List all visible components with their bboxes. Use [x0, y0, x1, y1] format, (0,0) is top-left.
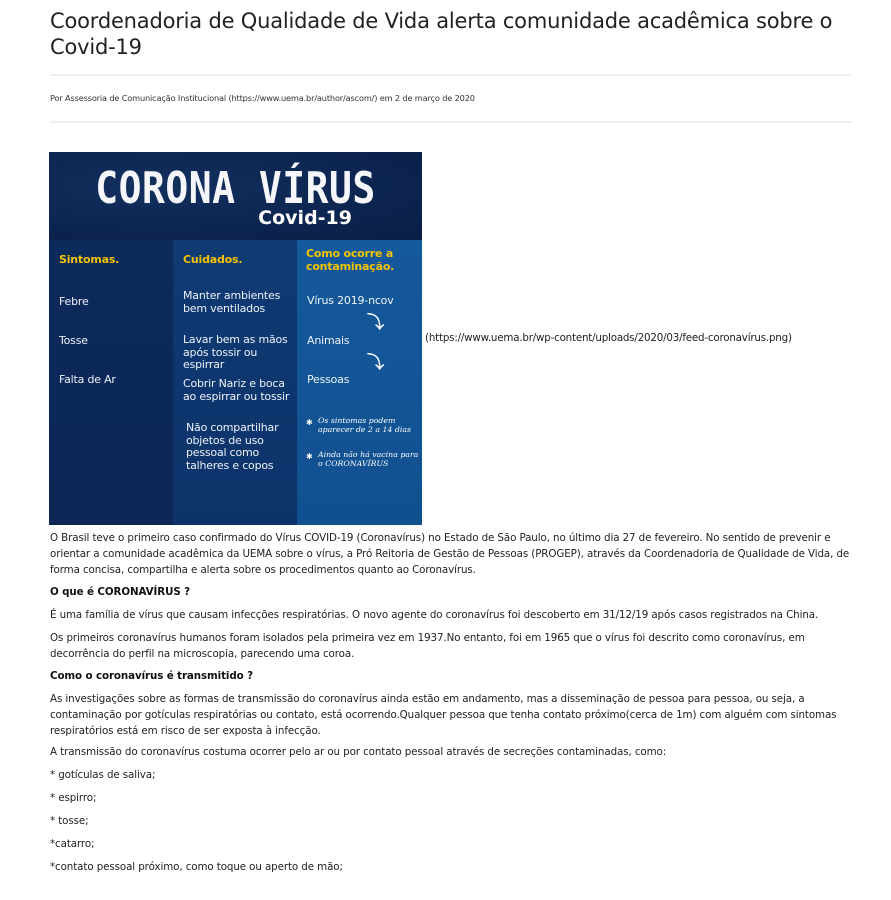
section-heading-what-is: O que é CORONAVÍRUS ?: [50, 586, 191, 598]
care-item: Lavar bem as mãos após tossir ou espirrar: [183, 333, 288, 371]
asterisk-bullet-icon: ✱: [306, 452, 313, 461]
list-item: *catarro;: [50, 838, 95, 850]
contamination-item: Animais: [307, 334, 350, 347]
poster-note: ✱ Ainda não há vacina para o CORONAVÍRUS: [306, 450, 419, 468]
curved-arrow-icon: ⤵: [367, 313, 384, 333]
column-heading: Como ocorre a contaminação.: [306, 247, 395, 273]
list-item: * espirro;: [50, 792, 97, 804]
list-item: * gotículas de saliva;: [50, 769, 156, 781]
paragraph: As investigações sobre as formas de transmissão do coronavírus ainda estão em andamento, mas a disseminação de pessoa para pessoa, ou seja, a contaminação por gotículas respiratórias ou contato, está ocorrendo.Qualquer pessoa que tenha contato próximo(cerca de 1m) com alguém com sintomas respiratórios está em risco de ser exposta à infecção.: [50, 693, 837, 737]
divider: [50, 121, 851, 123]
contamination-item: Vírus 2019-ncov: [307, 294, 394, 307]
coronavirus-poster-image[interactable]: [49, 152, 422, 525]
poster-column-cuidados: [173, 240, 297, 525]
intro-paragraph: O Brasil teve o primeiro caso confirmado do Vírus COVID-19 (Coronavírus) no Estado de São Paulo, no último dia 27 de fevereiro. No sentido de prevenir e orientar a comunidade acadêmica da UEMA sobre o vírus, a Pró Reitoria de Gestão de Pessoas (PROGEP), através da Coordenadoria de Qualidade de Vida, de forma concisa, compartilha e alerta sobre os procedimentos quanto ao Coronavírus.: [50, 532, 850, 576]
contamination-item: Pessoas: [307, 373, 350, 386]
column-heading: Sintomas.: [59, 253, 120, 266]
poster-title: CORONA VÍRUS: [95, 162, 376, 214]
symptom-item: Falta de Ar: [59, 373, 116, 386]
section-heading-transmission: Como o coronavírus é transmitido ?: [50, 670, 253, 682]
column-heading: Cuidados.: [183, 253, 243, 266]
list-item: * tosse;: [50, 815, 89, 827]
paragraph: É uma família de vírus que causam infecções respiratórias. O novo agente do coronavírus foi descoberto em 31/12/19 após casos registrados na China.: [50, 609, 819, 621]
article-title: Coordenadoria de Qualidade de Vida alerta comunidade acadêmica sobre o Covid-19: [50, 9, 833, 59]
poster-column-sintomas: [49, 240, 173, 525]
care-item: Manter ambientes bem ventilados: [183, 289, 281, 315]
poster-column-contaminacao: [297, 240, 422, 525]
asterisk-bullet-icon: ✱: [306, 418, 313, 427]
byline[interactable]: Por Assessoria de Comunicação Institucional (https://www.uema.br/author/ascom/) em 2 de março de 2020: [50, 93, 475, 103]
list-item: *contato pessoal próximo, como toque ou aperto de mão;: [50, 861, 343, 873]
divider: [50, 74, 851, 76]
symptom-item: Tosse: [59, 334, 88, 347]
poster-header: [49, 152, 422, 240]
image-link[interactable]: (https://www.uema.br/wp-content/uploads/2020/03/feed-coronavírus.png): [425, 332, 792, 344]
paragraph: A transmissão do coronavírus costuma ocorrer pelo ar ou por contato pessoal através de secreções contaminadas, como:: [50, 746, 667, 758]
paragraph: Os primeiros coronavírus humanos foram isolados pela primeira vez em 1937.No entanto, foi em 1965 que o vírus foi descrito como coronavírus, em decorrência do perfil na microscopia, parecendo uma coroa.: [50, 632, 805, 660]
poster-subtitle: Covid-19: [258, 207, 352, 229]
care-item: Não compartilhar objetos de uso pessoal como talheres e copos: [186, 421, 279, 472]
symptom-item: Febre: [59, 295, 89, 308]
care-item: Cobrir Nariz e boca ao espirrar ou tossir: [183, 377, 290, 403]
curved-arrow-icon: ⤵: [367, 353, 384, 373]
poster-note: ✱ Os sintomas podem aparecer de 2 a 14 dias: [306, 416, 411, 434]
